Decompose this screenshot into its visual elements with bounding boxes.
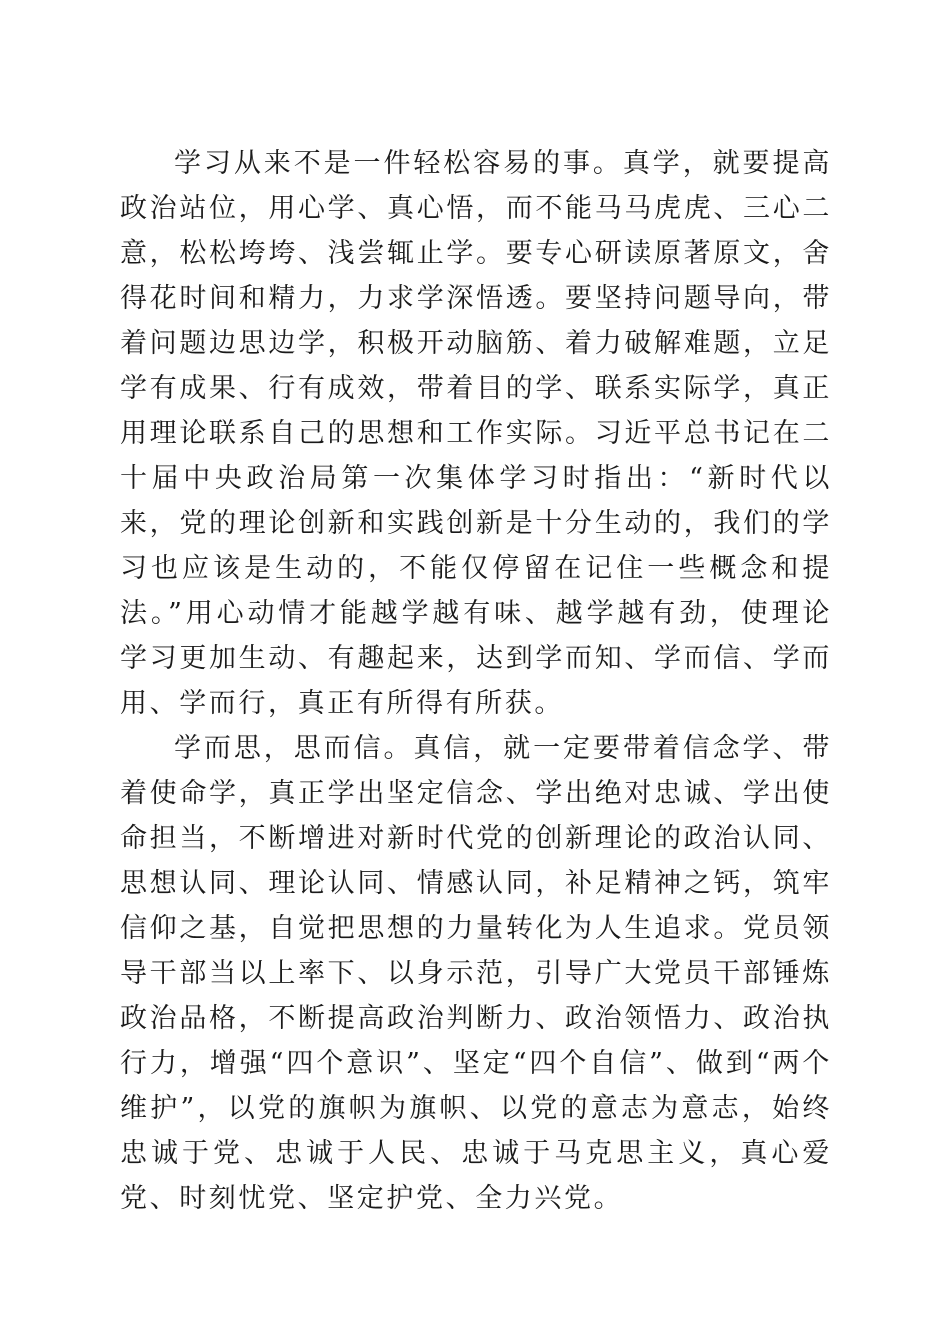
document-body — [120, 141, 832, 1221]
paragraph-true-learning: 学习从来不是一件轻松容易的事。真学，就要提高政治站位，用心学、真心悟，而不能马马虎虎、三心二意，松松垮垮、浅尝辄止学。要专心研读原著原文，舍得花时间和精力，力求学深悟透。要坚持问题导向，带着问题边思边学，积极开动脑筋、着力破解难题，立足学有成果、行有成效，带着目的学、联系实际学，真正用理论联系自己的思想和工作实际。习近平总书记在二十届中央政治局第一次集体学习时指出：“新时代以来，党的理论创新和实践创新是十分生动的，我们的学习也应该是生动的，不能仅停留在记住一些概念和提法。”用心动情才能越学越有味、越学越有劲，使理论学习更加生动、有趣起来，达到学而知、学而信、学而用、学而行，真正有所得有所获。 — [120, 148, 832, 719]
paragraph-true-belief: 学而思，思而信。真信，就一定要带着信念学、带着使命学，真正学出坚定信念、学出绝对忠诚、学出使命担当，不断增进对新时代党的创新理论的政治认同、思想认同、理论认同、情感认同，补足精神之钙，筑牢信仰之基，自觉把思想的力量转化为人生追求。党员领导干部当以上率下、以身示范，引导广大党员干部锤炼政治品格，不断提高政治判断力、政治领悟力、政治执行力，增强“四个意识”、坚定“四个自信”、做到“两个维护”，以党的旗帜为旗帜、以党的意志为意志，始终忠诚于党、忠诚于人民、忠诚于马克思主义，真心爱党、时刻忧党、坚定护党、全力兴党。 — [120, 733, 832, 1214]
